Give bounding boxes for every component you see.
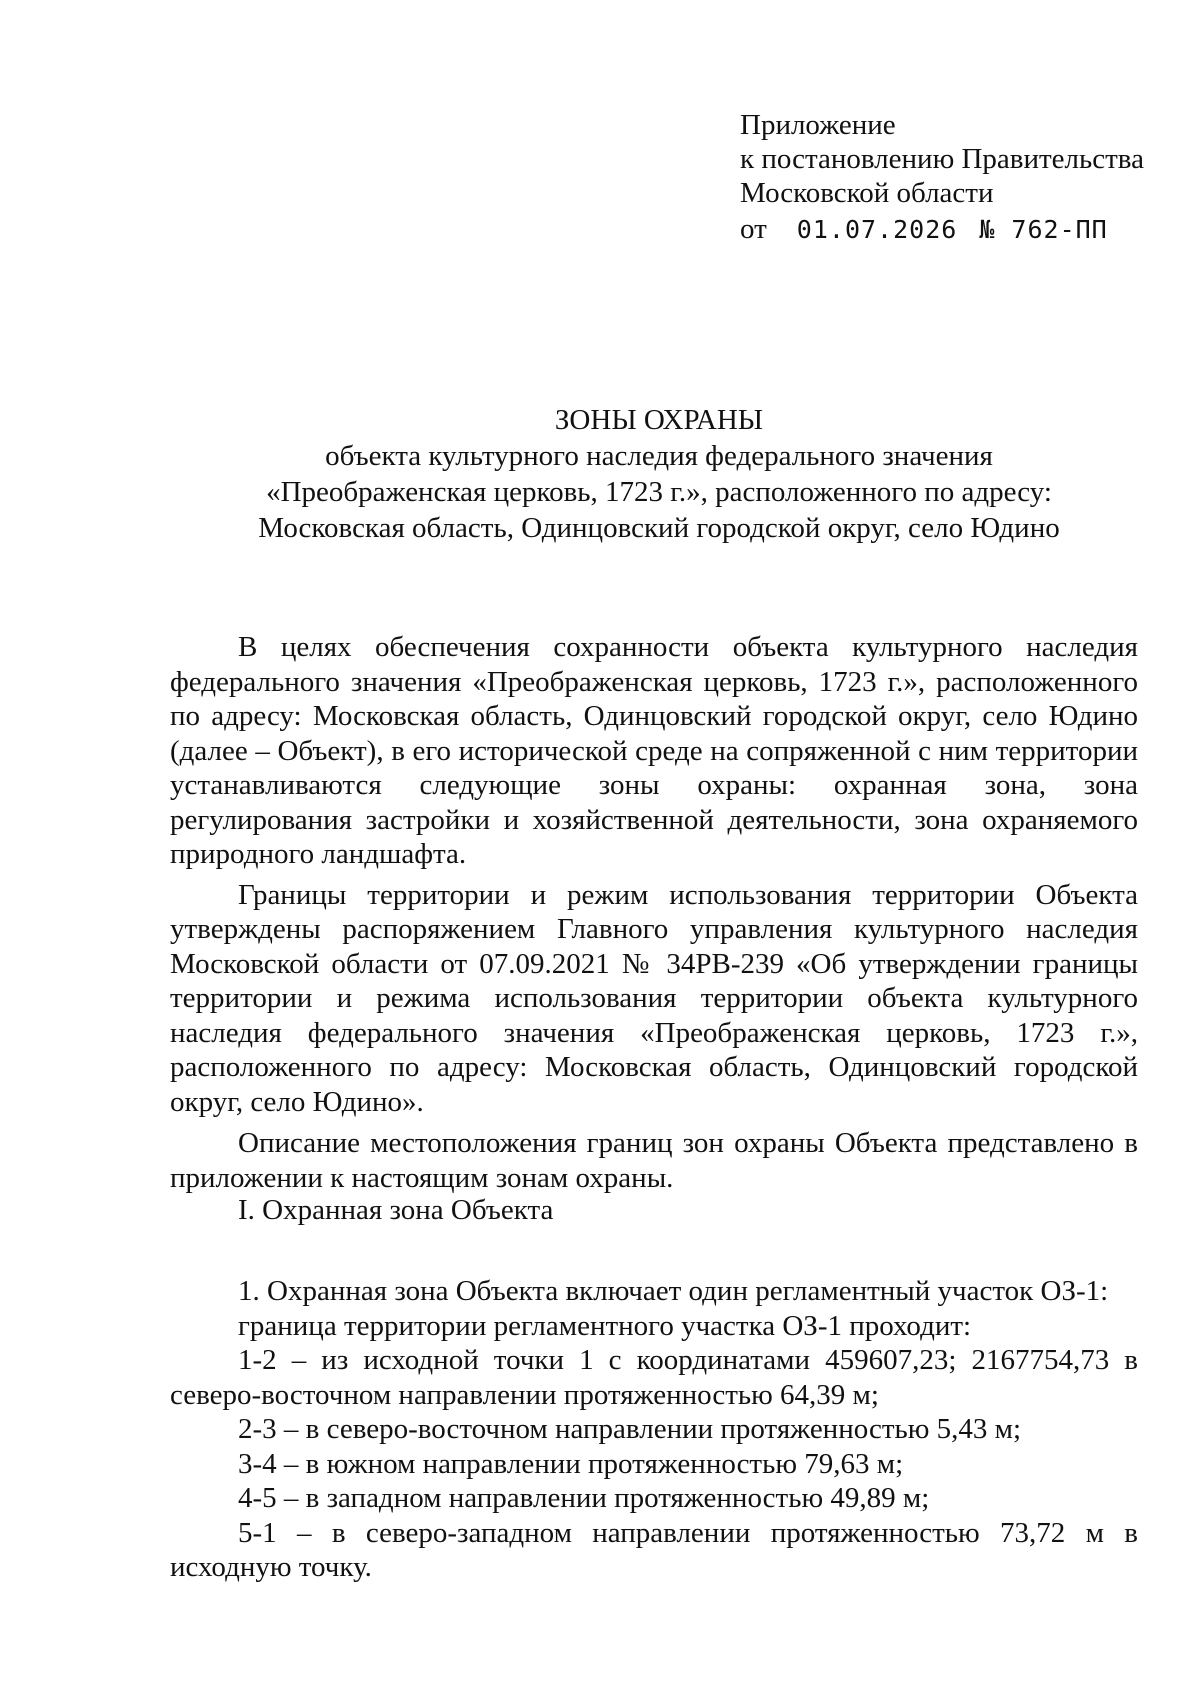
segment-5-1: 5-1 – в северо-западном направлении протяженностью 73,72 м в исходную точку. (170, 1516, 1138, 1583)
resolution-date: 01.07.2026 (796, 215, 958, 244)
zone-description (170, 1274, 1138, 1585)
resolution-reference: к постановлению Правительства (740, 143, 1144, 175)
from-label: от (740, 213, 767, 245)
region-name: Московской области (740, 177, 994, 209)
document-title (100, 402, 1200, 546)
segment-2-3: 2-3 – в северо-восточном направлении протяженностью 5,43 м; (238, 1413, 1022, 1445)
resolution-number: № 762-ПП (979, 215, 1108, 244)
date-number-line (740, 212, 1144, 247)
appendix-label: Приложение (740, 109, 896, 141)
title-main: ЗОНЫ ОХРАНЫ (554, 404, 764, 436)
title-line-2: объекта культурного наследия федерального значения (325, 440, 993, 472)
zone-item-1: 1. Охранная зона Объекта включает один регламентный участок ОЗ-1: (238, 1275, 1109, 1307)
body-text (170, 630, 1138, 1195)
segment-3-4: 3-4 – в южном направлении протяженностью 79,63 м; (238, 1447, 904, 1480)
title-line-3: «Преображенская церковь, 1723 г.», расположенного по адресу: (266, 476, 1052, 508)
segment-4-5: 4-5 – в западном направлении протяженностью 49,89 м; (238, 1482, 930, 1514)
title-line-4: Московская область, Одинцовский городской округ, село Юдино (258, 512, 1060, 544)
appendix-header (740, 108, 1144, 247)
section-heading: I. Охранная зона Объекта (238, 1194, 554, 1226)
zone-item-1-sub: граница территории регламентного участка ОЗ-1 проходит: (238, 1309, 972, 1342)
paragraph-boundaries: Границы территории и режим использования территории Объекта утверждены распоряжением Главного управления культурного наследия Московской области от 07.09.2021 № 34РВ-239 «Об утверждении границы территории и режима использования территории объекта культурного наследия федерального значения «Преображенская церковь, 1723 г.», расположенного по адресу: Московская область, Одинцовский городской округ, село Юдино». (170, 878, 1138, 1118)
paragraph-purpose: В целях обеспечения сохранности объекта культурного наследия федерального значения «Преображенская церковь, 1723 г.», расположенного по адресу: Московская область, Одинцовский городской округ, село Юдино (далее – Объект), в его исторической среде на сопряженной с ним территории устанавливаются следующие зоны охраны: охранная зона, зона регулирования застройки и хозяйственной деятельности, зона охраняемого природного ландшафта. (170, 631, 1138, 870)
paragraph-description: Описание местоположения границ зон охраны Объекта представлено в приложении к настоящим зонам охраны. (170, 1127, 1138, 1194)
segment-1-2: 1-2 – из исходной точки 1 с координатами 459607,23; 2167754,73 в северо-восточном направлении протяженностью 64,39 м; (170, 1344, 1138, 1411)
